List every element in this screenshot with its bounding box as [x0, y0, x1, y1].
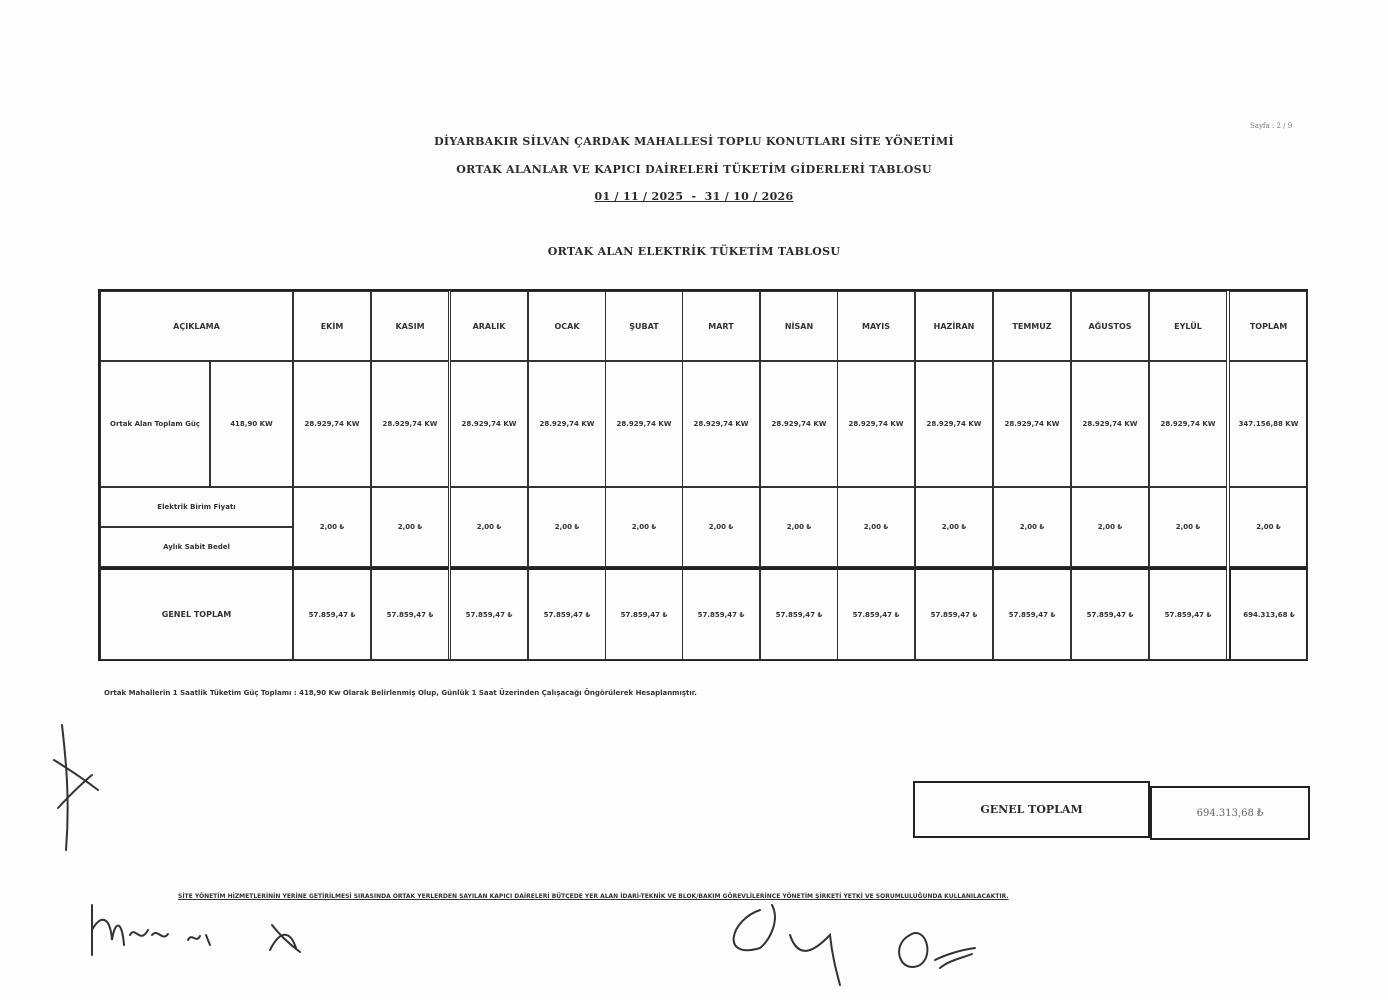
header-month: EKİM [293, 291, 371, 361]
price-value: 2,00 ₺ [682, 487, 760, 567]
total-value: 57.859,47 ₺ [605, 567, 683, 660]
price-value: 2,00 ₺ [760, 487, 838, 567]
header-month: MART [682, 291, 760, 361]
power-value: 28.929,74 KW [528, 361, 606, 487]
price-value: 2,00 ₺ [1071, 487, 1149, 567]
signature-bottom-2 [188, 935, 210, 945]
header-month: KASIM [371, 291, 449, 361]
footer-note: SİTE YÖNETİM HİZMETLERİNİN YERİNE GETİRİLMESİ SIRASINDA ORTAK YERLERDEN SAYILAN KAPICI DAİRELERİ BÜTÇEDE YER ALAN İDARİ-TEKNİK VE BLOK/BAKIM GÖREVLİLERİNCE YÖNETİM ŞİRKETİ YETKİ VE SORUMLULUĞUNDA KULLANILACAKTIR. [178, 893, 1009, 900]
period-range: 01 / 11 / 2025 - 31 / 10 / 2026 [594, 190, 794, 203]
header-month: MAYIS [837, 291, 915, 361]
power-total: 347.156,88 KW [1229, 361, 1308, 487]
price-value: 2,00 ₺ [915, 487, 993, 567]
power-value: 28.929,74 KW [837, 361, 915, 487]
power-value: 28.929,74 KW [450, 361, 528, 487]
total-value: 57.859,47 ₺ [915, 567, 993, 660]
signature-bottom-4 [734, 905, 840, 985]
price-value: 2,00 ₺ [837, 487, 915, 567]
total-value: 57.859,47 ₺ [837, 567, 915, 660]
price-value: 2,00 ₺ [293, 487, 371, 567]
total-value: 57.859,47 ₺ [1149, 567, 1227, 660]
total-value: 57.859,47 ₺ [1071, 567, 1149, 660]
price-value: 2,00 ₺ [1149, 487, 1227, 567]
header-month: AĞUSTOS [1071, 291, 1149, 361]
header-description: AÇIKLAMA [100, 291, 293, 361]
page-number: Sayfa : 2 / 9 [1250, 122, 1293, 130]
signature-left-top [54, 725, 98, 850]
power-value: 28.929,74 KW [760, 361, 838, 487]
power-value: 28.929,74 KW [915, 361, 993, 487]
price-value: 2,00 ₺ [528, 487, 606, 567]
power-value: 28.929,74 KW [293, 361, 371, 487]
power-value: 28.929,74 KW [371, 361, 449, 487]
signature-bottom-1 [92, 905, 168, 955]
total-value: 57.859,47 ₺ [760, 567, 838, 660]
power-value: 28.929,74 KW [682, 361, 760, 487]
header-month: ARALIK [450, 291, 528, 361]
power-value: 28.929,74 KW [1149, 361, 1227, 487]
header-month: TEMMUZ [993, 291, 1071, 361]
header-month: NİSAN [760, 291, 838, 361]
total-value: 57.859,47 ₺ [528, 567, 606, 660]
signature-bottom-3 [270, 925, 300, 952]
header-month: HAZİRAN [915, 291, 993, 361]
table-title: ORTAK ALAN ELEKTRİK TÜKETİM TABLOSU [547, 245, 841, 258]
price-value: 2,00 ₺ [993, 487, 1071, 567]
power-value: 28.929,74 KW [1071, 361, 1149, 487]
row-label-power: Ortak Alan Toplam Güç [100, 361, 210, 487]
total-value: 57.859,47 ₺ [293, 567, 371, 660]
row-power-base: 418,90 KW [210, 361, 293, 487]
price-value: 2,00 ₺ [450, 487, 528, 567]
summary-total-value: 694.313,68 ₺ [1150, 786, 1310, 840]
header-total: TOPLAM [1229, 291, 1308, 361]
header-month: OCAK [528, 291, 606, 361]
header-month: ŞUBAT [605, 291, 683, 361]
price-value: 2,00 ₺ [371, 487, 449, 567]
document-title: DİYARBAKIR SİLVAN ÇARDAK MAHALLESİ TOPLU KONUTLARI SİTE YÖNETİMİ [434, 135, 954, 148]
row-label-unit-price: Elektrik Birim Fiyatı [100, 487, 293, 527]
grand-total-value: 694.313,68 ₺ [1229, 567, 1308, 660]
total-value: 57.859,47 ₺ [371, 567, 449, 660]
signature-bottom-5 [899, 933, 975, 968]
total-value: 57.859,47 ₺ [682, 567, 760, 660]
total-value: 57.859,47 ₺ [993, 567, 1071, 660]
total-value: 57.859,47 ₺ [450, 567, 528, 660]
row-label-monthly-fee: Aylık Sabit Bedel [100, 527, 293, 567]
document-subtitle: ORTAK ALANLAR VE KAPICI DAİRELERİ TÜKETİM GİDERLERİ TABLOSU [456, 163, 932, 176]
price-total: 2,00 ₺ [1229, 487, 1308, 567]
header-month: EYLÜL [1149, 291, 1227, 361]
row-label-grand-total: GENEL TOPLAM [100, 567, 293, 660]
summary-total-label: GENEL TOPLAM [913, 781, 1150, 838]
power-value: 28.929,74 KW [993, 361, 1071, 487]
calculation-note: Ortak Mahallerin 1 Saatlik Tüketim Güç Toplamı : 418,90 Kw Olarak Belirlenmiş Olup, Günlük 1 Saat Üzerinden Çalışacağı Öngörülerek Hesaplanmıştır. [104, 689, 697, 697]
power-value: 28.929,74 KW [605, 361, 683, 487]
price-value: 2,00 ₺ [605, 487, 683, 567]
